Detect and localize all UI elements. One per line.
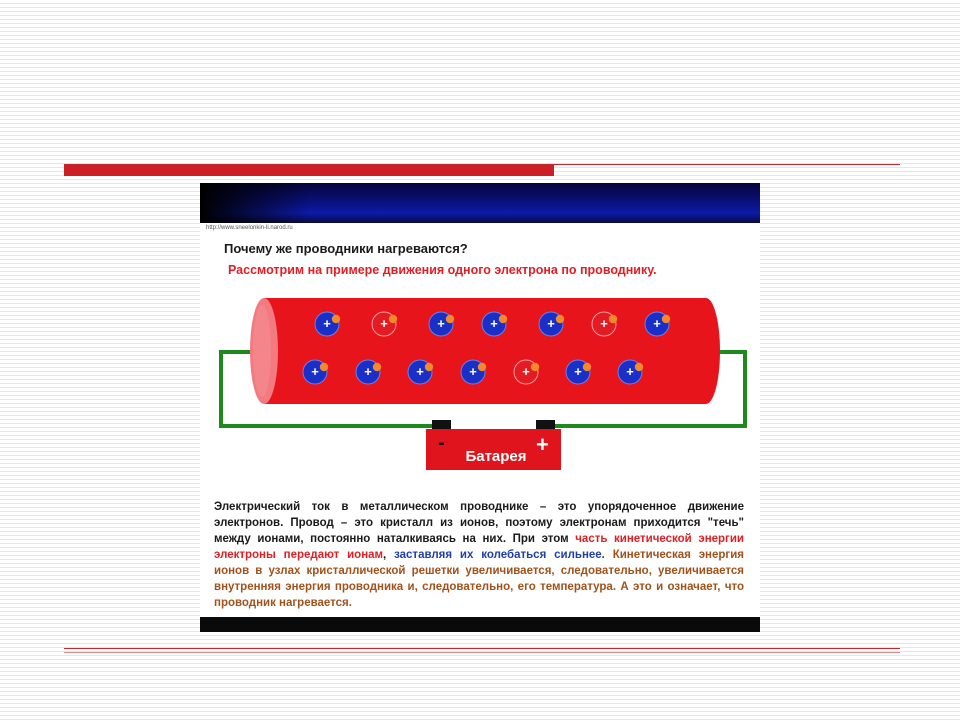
explanation-paragraph	[214, 499, 744, 611]
ion-charge-label: +	[469, 364, 477, 379]
explanation-comma: ,	[383, 549, 395, 561]
battery-plus-sign: +	[536, 432, 549, 457]
banner-shade	[200, 183, 310, 223]
ion-charge-label: +	[437, 316, 445, 331]
electron	[635, 363, 643, 371]
ion-charge-label: +	[547, 316, 555, 331]
electron	[373, 363, 381, 371]
electron	[583, 363, 591, 371]
conductor-end-shade	[253, 305, 271, 397]
explanation-text-1: Электрический ток в металлическом проводнике – это упорядоченное движение электронов. Провод – это кристалл из ионов, поэтому электронам приходится "течь" между ионами, постоянно наталкиваясь на них. При этом	[214, 501, 744, 545]
battery-label: Батарея	[465, 448, 527, 465]
bottom-divider-faint	[64, 652, 900, 653]
top-divider-thick	[64, 165, 554, 176]
electron	[609, 315, 617, 323]
electron	[531, 363, 539, 371]
ion-charge-label: +	[626, 364, 634, 379]
ion-charge-label: +	[323, 316, 331, 331]
electron	[389, 315, 397, 323]
slide-subheading: Рассмотрим на примере движения одного электрона по проводнику.	[228, 263, 657, 277]
electron	[556, 315, 564, 323]
explanation-conclusion: Кинетическая энергия ионов в узлах кристаллической решетки увеличивается, следовательно, увеличивается внутренняя энергия проводника и, следовательно, его температура. А это и означает, что проводник нагревается.	[214, 549, 744, 609]
slide-image	[200, 183, 760, 632]
ion-charge-label: +	[522, 364, 530, 379]
ion-charge-label: +	[311, 364, 319, 379]
slide-bottom-bar	[200, 617, 760, 632]
ion-charge-label: +	[380, 316, 388, 331]
ion-charge-label: +	[490, 316, 498, 331]
slide-heading: Почему же проводники нагреваются?	[224, 241, 468, 256]
ion-charge-label: +	[600, 316, 608, 331]
electron	[320, 363, 328, 371]
source-url: http://www.sneelonkin-li.narod.ru	[206, 225, 293, 231]
electron	[425, 363, 433, 371]
electron	[332, 315, 340, 323]
ion-charge-label: +	[364, 364, 372, 379]
electron	[499, 315, 507, 323]
explanation-highlight-energy: часть кинетической энергии электроны передают ионам	[214, 533, 744, 561]
ion-charge-label: +	[653, 316, 661, 331]
electron	[662, 315, 670, 323]
electron	[478, 363, 486, 371]
ion-charge-label: +	[416, 364, 424, 379]
electron	[446, 315, 454, 323]
battery-minus-sign: -	[438, 432, 445, 454]
ion-charge-label: +	[574, 364, 582, 379]
explanation-highlight-vibration: заставляя их колебаться сильнее.	[394, 549, 605, 561]
bottom-divider	[64, 648, 900, 649]
conductor-diagram	[200, 289, 760, 479]
